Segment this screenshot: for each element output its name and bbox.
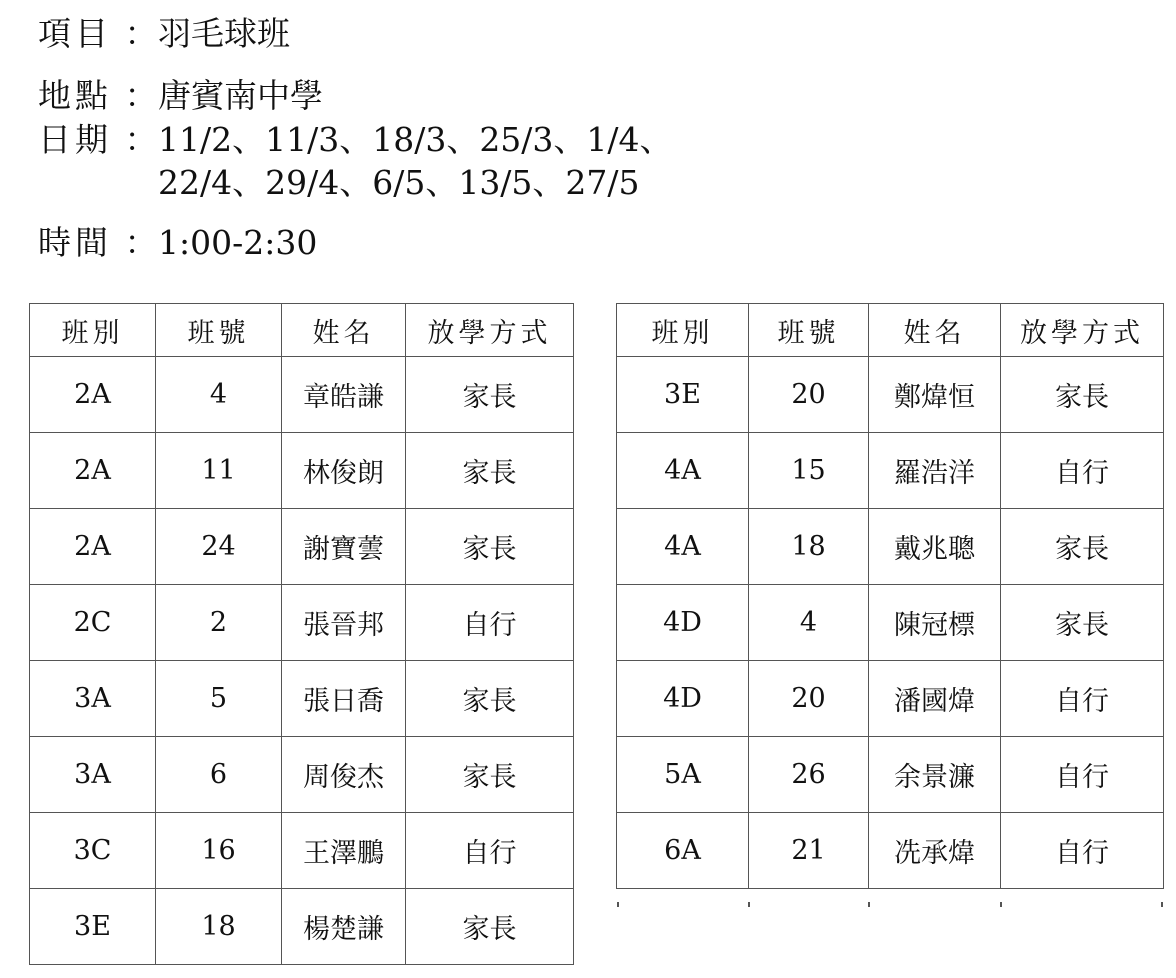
time-line [38, 223, 317, 263]
table-row [30, 737, 574, 813]
item-value: 羽毛球班 [158, 14, 290, 53]
table-row [30, 357, 574, 433]
cell-number: 21 [749, 813, 869, 889]
header-number: 班號 [749, 304, 869, 357]
table-grid-stub [1161, 902, 1163, 907]
cell-name: 章皓謙 [282, 357, 406, 433]
venue-colon: ： [124, 76, 158, 115]
cell-number: 16 [156, 813, 282, 889]
cell-name: 陳冠標 [869, 585, 1001, 661]
header-dismissal: 放學方式 [1001, 304, 1164, 357]
cell-name: 謝寶蕓 [282, 509, 406, 585]
cell-dismissal: 家長 [1001, 585, 1164, 661]
header-dismissal: 放學方式 [406, 304, 574, 357]
cell-class: 3E [30, 889, 156, 965]
cell-class: 3A [30, 737, 156, 813]
table-row [617, 585, 1164, 661]
date-value-line1: 11/2、11/3、18/3、25/3、1/4、 [158, 120, 673, 159]
header-name: 姓名 [282, 304, 406, 357]
time-colon: ： [124, 223, 158, 262]
table-row [30, 813, 574, 889]
cell-number: 6 [156, 737, 282, 813]
cell-name: 羅浩洋 [869, 433, 1001, 509]
cell-dismissal: 自行 [1001, 737, 1164, 813]
cell-number: 18 [156, 889, 282, 965]
cell-name: 戴兆聰 [869, 509, 1001, 585]
header-number: 班號 [156, 304, 282, 357]
cell-number: 4 [749, 585, 869, 661]
cell-number: 20 [749, 357, 869, 433]
cell-name: 余景濂 [869, 737, 1001, 813]
table-row [30, 661, 574, 737]
date-label: 日期 [38, 120, 112, 159]
cell-number: 26 [749, 737, 869, 813]
cell-name: 楊楚謙 [282, 889, 406, 965]
cell-dismissal: 自行 [1001, 661, 1164, 737]
cell-number: 5 [156, 661, 282, 737]
cell-name: 周俊杰 [282, 737, 406, 813]
cell-dismissal: 家長 [406, 661, 574, 737]
header-row [30, 304, 574, 357]
cell-number: 4 [156, 357, 282, 433]
table-grid-stub [617, 902, 619, 907]
cell-class: 2C [30, 585, 156, 661]
header-class: 班別 [617, 304, 749, 357]
cell-class: 4D [617, 661, 749, 737]
cell-class: 3E [617, 357, 749, 433]
cell-dismissal: 家長 [1001, 509, 1164, 585]
time-label: 時間 [38, 223, 112, 262]
header-class: 班別 [30, 304, 156, 357]
cell-name: 王澤鵬 [282, 813, 406, 889]
cell-dismissal: 家長 [406, 509, 574, 585]
time-value: 1:00-2:30 [158, 223, 318, 262]
item-line [38, 14, 290, 54]
header-row [617, 304, 1164, 357]
cell-class: 2A [30, 357, 156, 433]
cell-number: 15 [749, 433, 869, 509]
date-value-line2: 22/4、29/4、6/5、13/5、27/5 [158, 163, 640, 202]
table-row [617, 737, 1164, 813]
cell-class: 5A [617, 737, 749, 813]
roster-table-right [616, 303, 1164, 889]
venue-value: 唐賓南中學 [158, 76, 323, 115]
date-colon: ： [124, 120, 158, 159]
cell-class: 6A [617, 813, 749, 889]
table-row [30, 889, 574, 965]
cell-dismissal: 家長 [406, 433, 574, 509]
cell-number: 2 [156, 585, 282, 661]
table-row [30, 433, 574, 509]
cell-dismissal: 家長 [406, 889, 574, 965]
cell-class: 4A [617, 433, 749, 509]
table-row [617, 357, 1164, 433]
table-row [617, 661, 1164, 737]
table-row [30, 509, 574, 585]
cell-name: 鄭煒恒 [869, 357, 1001, 433]
cell-name: 潘國煒 [869, 661, 1001, 737]
cell-class: 4A [617, 509, 749, 585]
table-row [30, 585, 574, 661]
item-colon: ： [124, 14, 158, 53]
item-label: 項目 [38, 14, 112, 53]
table-grid-stub [868, 902, 870, 907]
date-line [38, 120, 673, 160]
table-row [617, 433, 1164, 509]
cell-dismissal: 家長 [406, 357, 574, 433]
table-row [617, 509, 1164, 585]
cell-name: 冼承煒 [869, 813, 1001, 889]
table-grid-stub [748, 902, 750, 907]
cell-dismissal: 家長 [406, 737, 574, 813]
cell-name: 林俊朗 [282, 433, 406, 509]
cell-number: 20 [749, 661, 869, 737]
cell-class: 2A [30, 433, 156, 509]
cell-class: 4D [617, 585, 749, 661]
table-grid-stub [1000, 902, 1002, 907]
cell-class: 2A [30, 509, 156, 585]
venue-line [38, 76, 323, 116]
cell-dismissal: 家長 [1001, 357, 1164, 433]
cell-number: 24 [156, 509, 282, 585]
roster-table-left [29, 303, 574, 965]
cell-dismissal: 自行 [406, 813, 574, 889]
cell-number: 18 [749, 509, 869, 585]
cell-name: 張晉邦 [282, 585, 406, 661]
cell-class: 3A [30, 661, 156, 737]
cell-dismissal: 自行 [406, 585, 574, 661]
venue-label: 地點 [38, 76, 112, 115]
cell-class: 3C [30, 813, 156, 889]
header-name: 姓名 [869, 304, 1001, 357]
cell-name: 張日喬 [282, 661, 406, 737]
cell-dismissal: 自行 [1001, 433, 1164, 509]
table-row [617, 813, 1164, 889]
cell-dismissal: 自行 [1001, 813, 1164, 889]
cell-number: 11 [156, 433, 282, 509]
